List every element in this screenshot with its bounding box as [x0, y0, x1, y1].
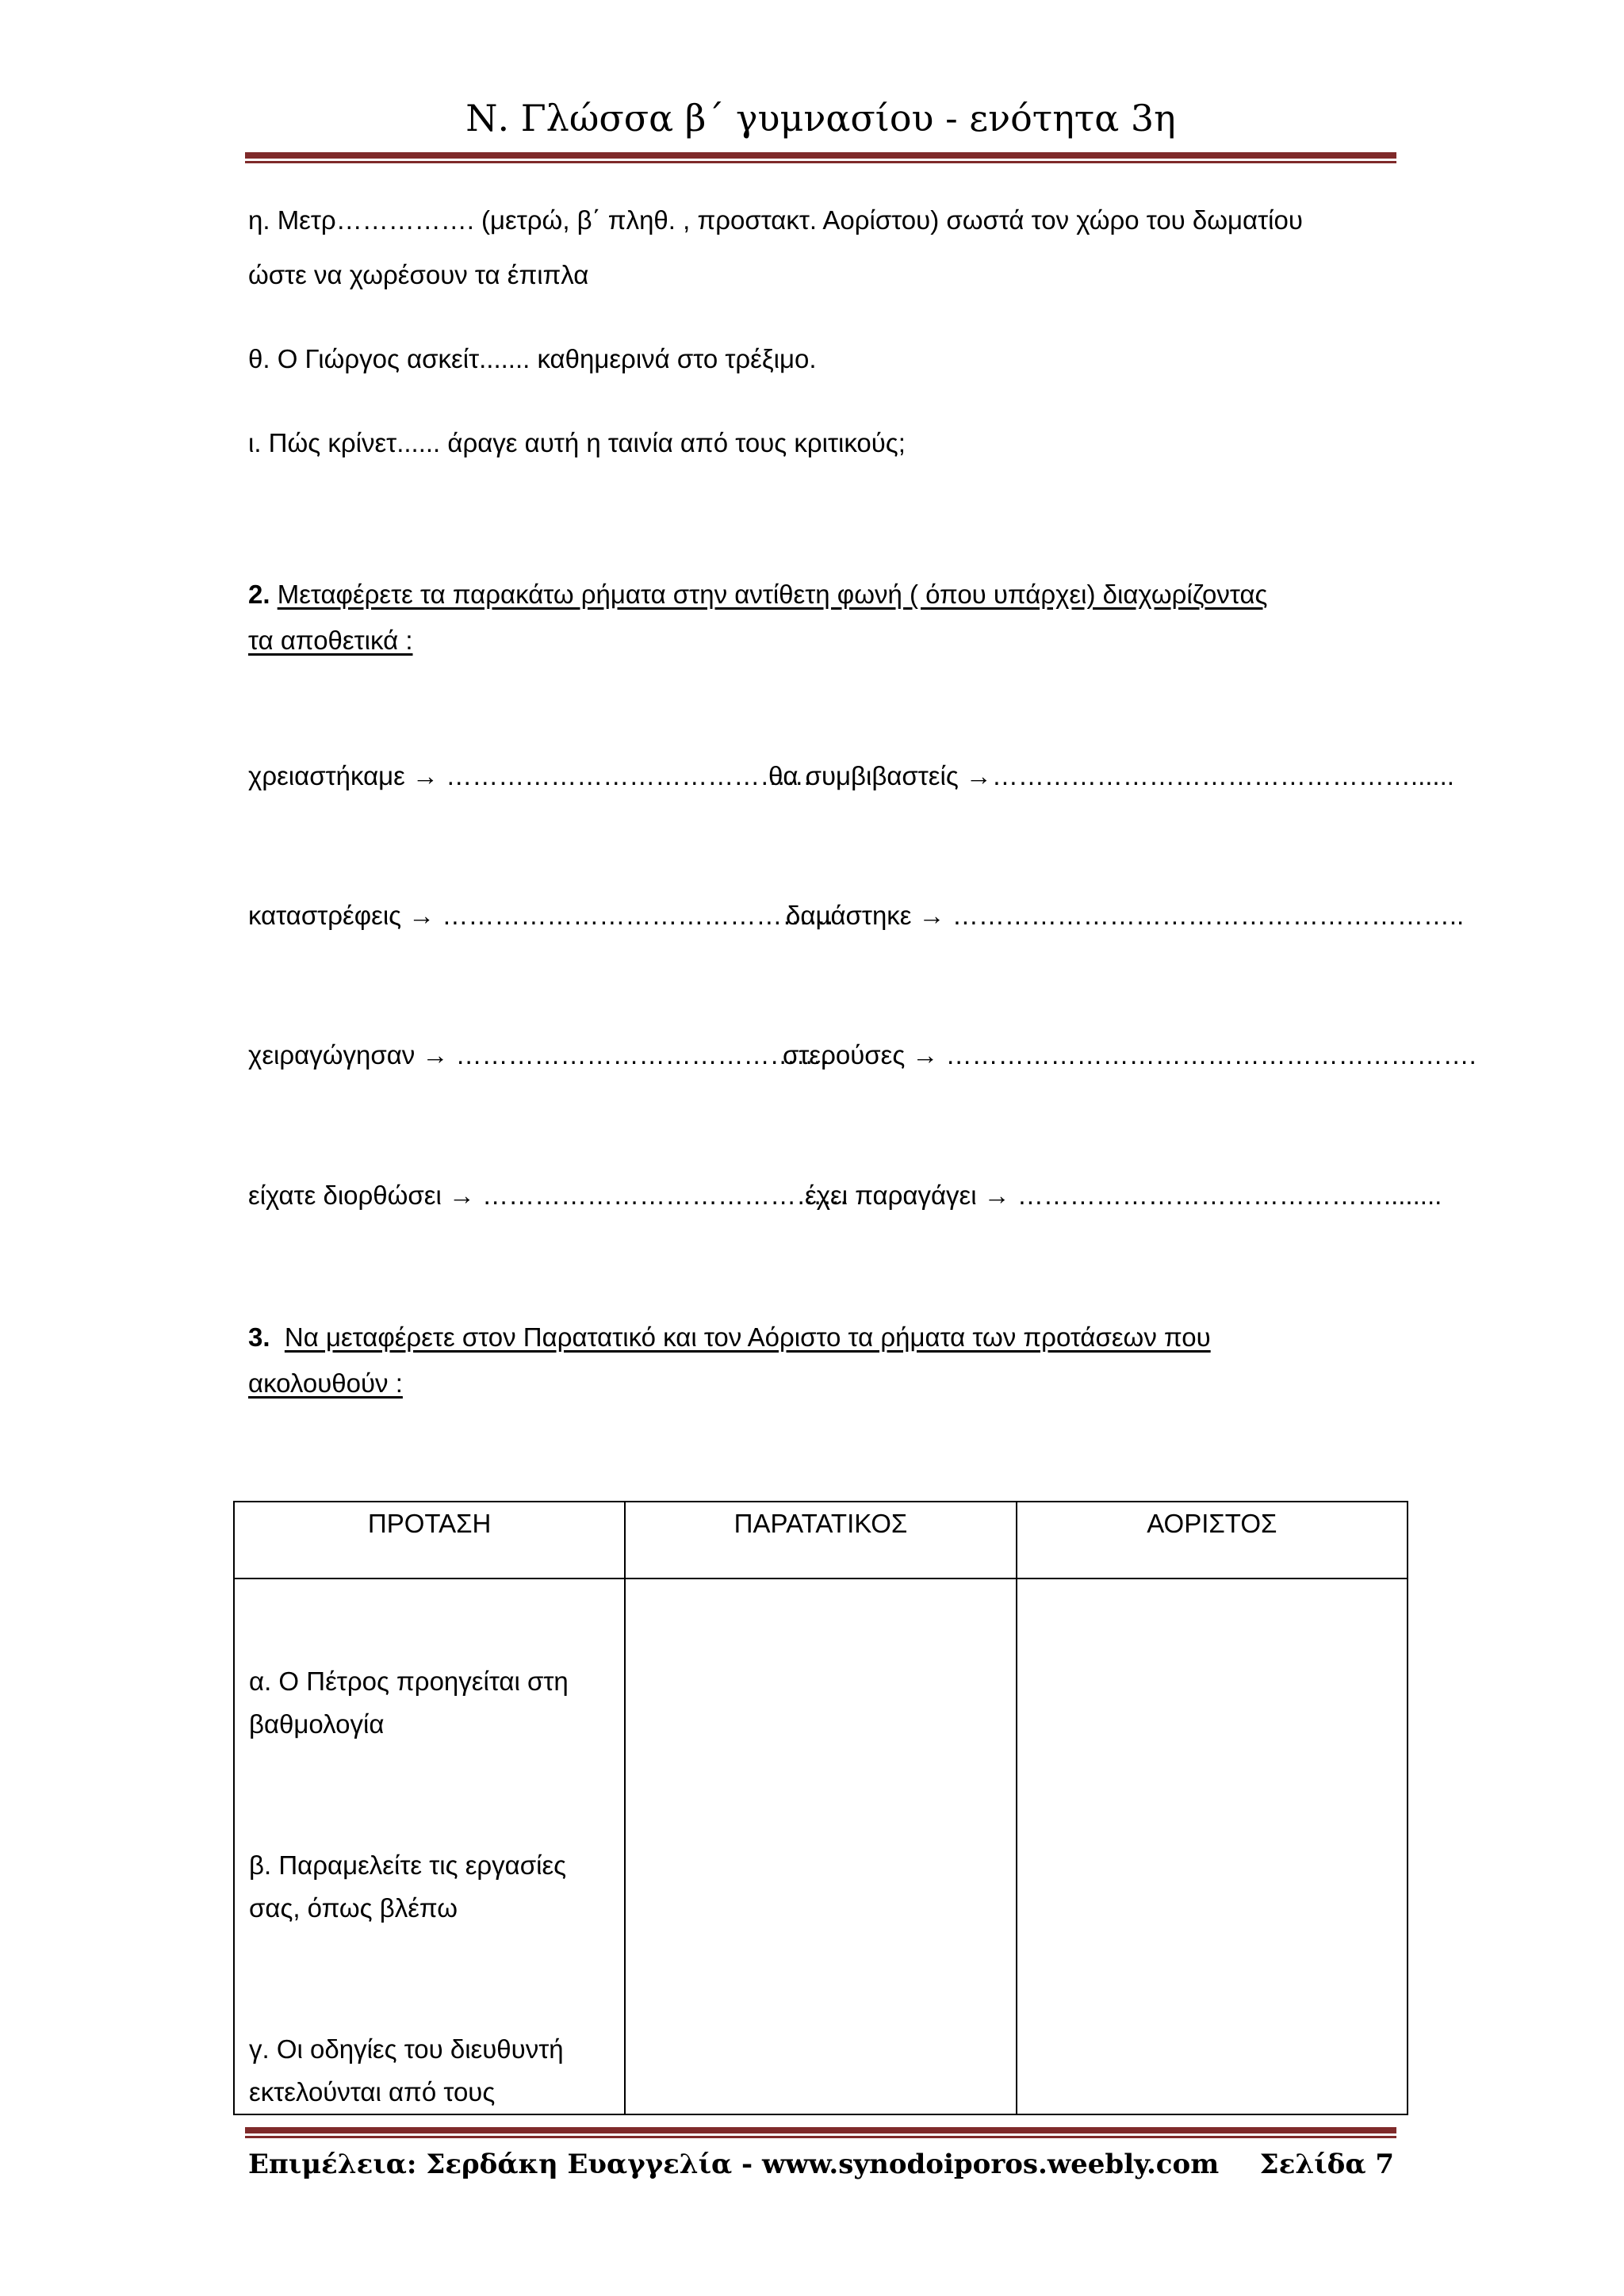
sentence-line: σας, όπως βλέπω [249, 1893, 458, 1923]
sentence-item [249, 1844, 624, 1930]
exercise2-row [248, 759, 1454, 794]
exercise2-row [248, 1038, 1477, 1073]
column-header-imperfect: ΠΑΡΑΤΑΤΙΚΟΣ [625, 1502, 1016, 1578]
sentence-line: βαθμολογία [249, 1709, 385, 1739]
table-row [234, 1578, 1408, 2114]
exercise3-heading-line2 [248, 1368, 403, 1399]
exercise2-instruction-line2: τα αποθετικά : [248, 626, 413, 655]
imperfect-answer-cell [625, 1578, 1016, 2114]
sentence-item [249, 2028, 624, 2114]
sentence-line: γ. Οι οδηγίες του διευθυντή [249, 2034, 564, 2064]
exercise2-row [248, 1178, 1442, 1213]
footer-divider [245, 2127, 1396, 2138]
exercise2-heading-line1 [248, 579, 1267, 610]
footer-credit: Επιμέλεια: Σερδάκη Ευαγγελία - www.synodoiporos.weebly.com [248, 2149, 1220, 2180]
header-divider [245, 152, 1396, 163]
exercise1-item-iota: ι. Πώς κρίνετ...... άραγε αυτή η ταινία από τους κριτικούς; [248, 428, 906, 457]
exercise2-instruction-line1: Μεταφέρετε τα παρακάτω ρήματα στην αντίθετη φωνή ( όπου υπάρχει) διαχωρίζοντας [277, 580, 1268, 609]
exercise1-item-theta: θ. Ο Γιώργος ασκείτ....... καθημερινά στο τρέξιμο. [248, 344, 817, 373]
page-number: Σελίδα 7 [1259, 2149, 1394, 2180]
exercise3-instruction-line1: Να μεταφέρετε στον Παρατατικό και τον Αόριστο τα ρήματα των προτάσεων που [284, 1322, 1211, 1352]
sentence-line: β. Παραμελείτε τις εργασίες [249, 1850, 567, 1880]
exercise3-number: 3. [248, 1322, 270, 1352]
exercise2-row [248, 898, 1465, 933]
exercise1-item-eta-line2: ώστε να χωρέσουν τα έπιπλα [248, 260, 589, 289]
column-header-aorist: ΑΟΡΙΣΤΟΣ [1017, 1502, 1408, 1578]
verb-prompt: καταστρέφεις → ……………………………………… [248, 901, 835, 930]
sentence-item [249, 1660, 624, 1746]
exercise3-heading-line1 [248, 1322, 1211, 1353]
column-header-sentence: ΠΡΟΤΑΣΗ [234, 1502, 625, 1578]
sentences-cell [234, 1578, 625, 2114]
verb-prompt: έχει παραγάγει → ……………………………………........ [805, 1181, 1442, 1210]
exercise3-instruction-line2: ακολουθούν : [248, 1368, 403, 1398]
page-title: Ν. Γλώσσα β΄ γυμνασίου - ενότητα 3η [465, 97, 1176, 140]
conversion-table [233, 1501, 1408, 2115]
verb-prompt: στερούσες → ……………………………………………………. [783, 1040, 1477, 1070]
exercise1-item-eta-line1: η. Μετρ……………. (μετρώ, β΄ πληθ. , προστακτ. Αορίστου) σωστά τον χώρο του δωματίου [248, 205, 1303, 235]
sentence-line: α. Ο Πέτρος προηγείται στη [249, 1667, 569, 1696]
verb-prompt: δαμάστηκε → ………………………………………………….. [786, 901, 1465, 930]
verb-prompt: χειραγώγησαν → ……………………………………. [248, 1040, 829, 1070]
sentence-line: εκτελούνται από τους [249, 2077, 496, 2107]
verb-prompt: είχατε διορθώσει → …………………………………… [248, 1181, 849, 1210]
table-header-row [234, 1502, 1408, 1578]
aorist-answer-cell [1017, 1578, 1408, 2114]
exercise2-heading-line2 [248, 625, 413, 656]
page-footer [248, 2145, 1394, 2183]
exercise2-number: 2. [248, 580, 270, 609]
verb-prompt: χρειαστήκαμε → …………………………………… [248, 761, 813, 790]
verb-prompt: θα συμβιβαστείς →…………………………………………...... [768, 761, 1454, 790]
